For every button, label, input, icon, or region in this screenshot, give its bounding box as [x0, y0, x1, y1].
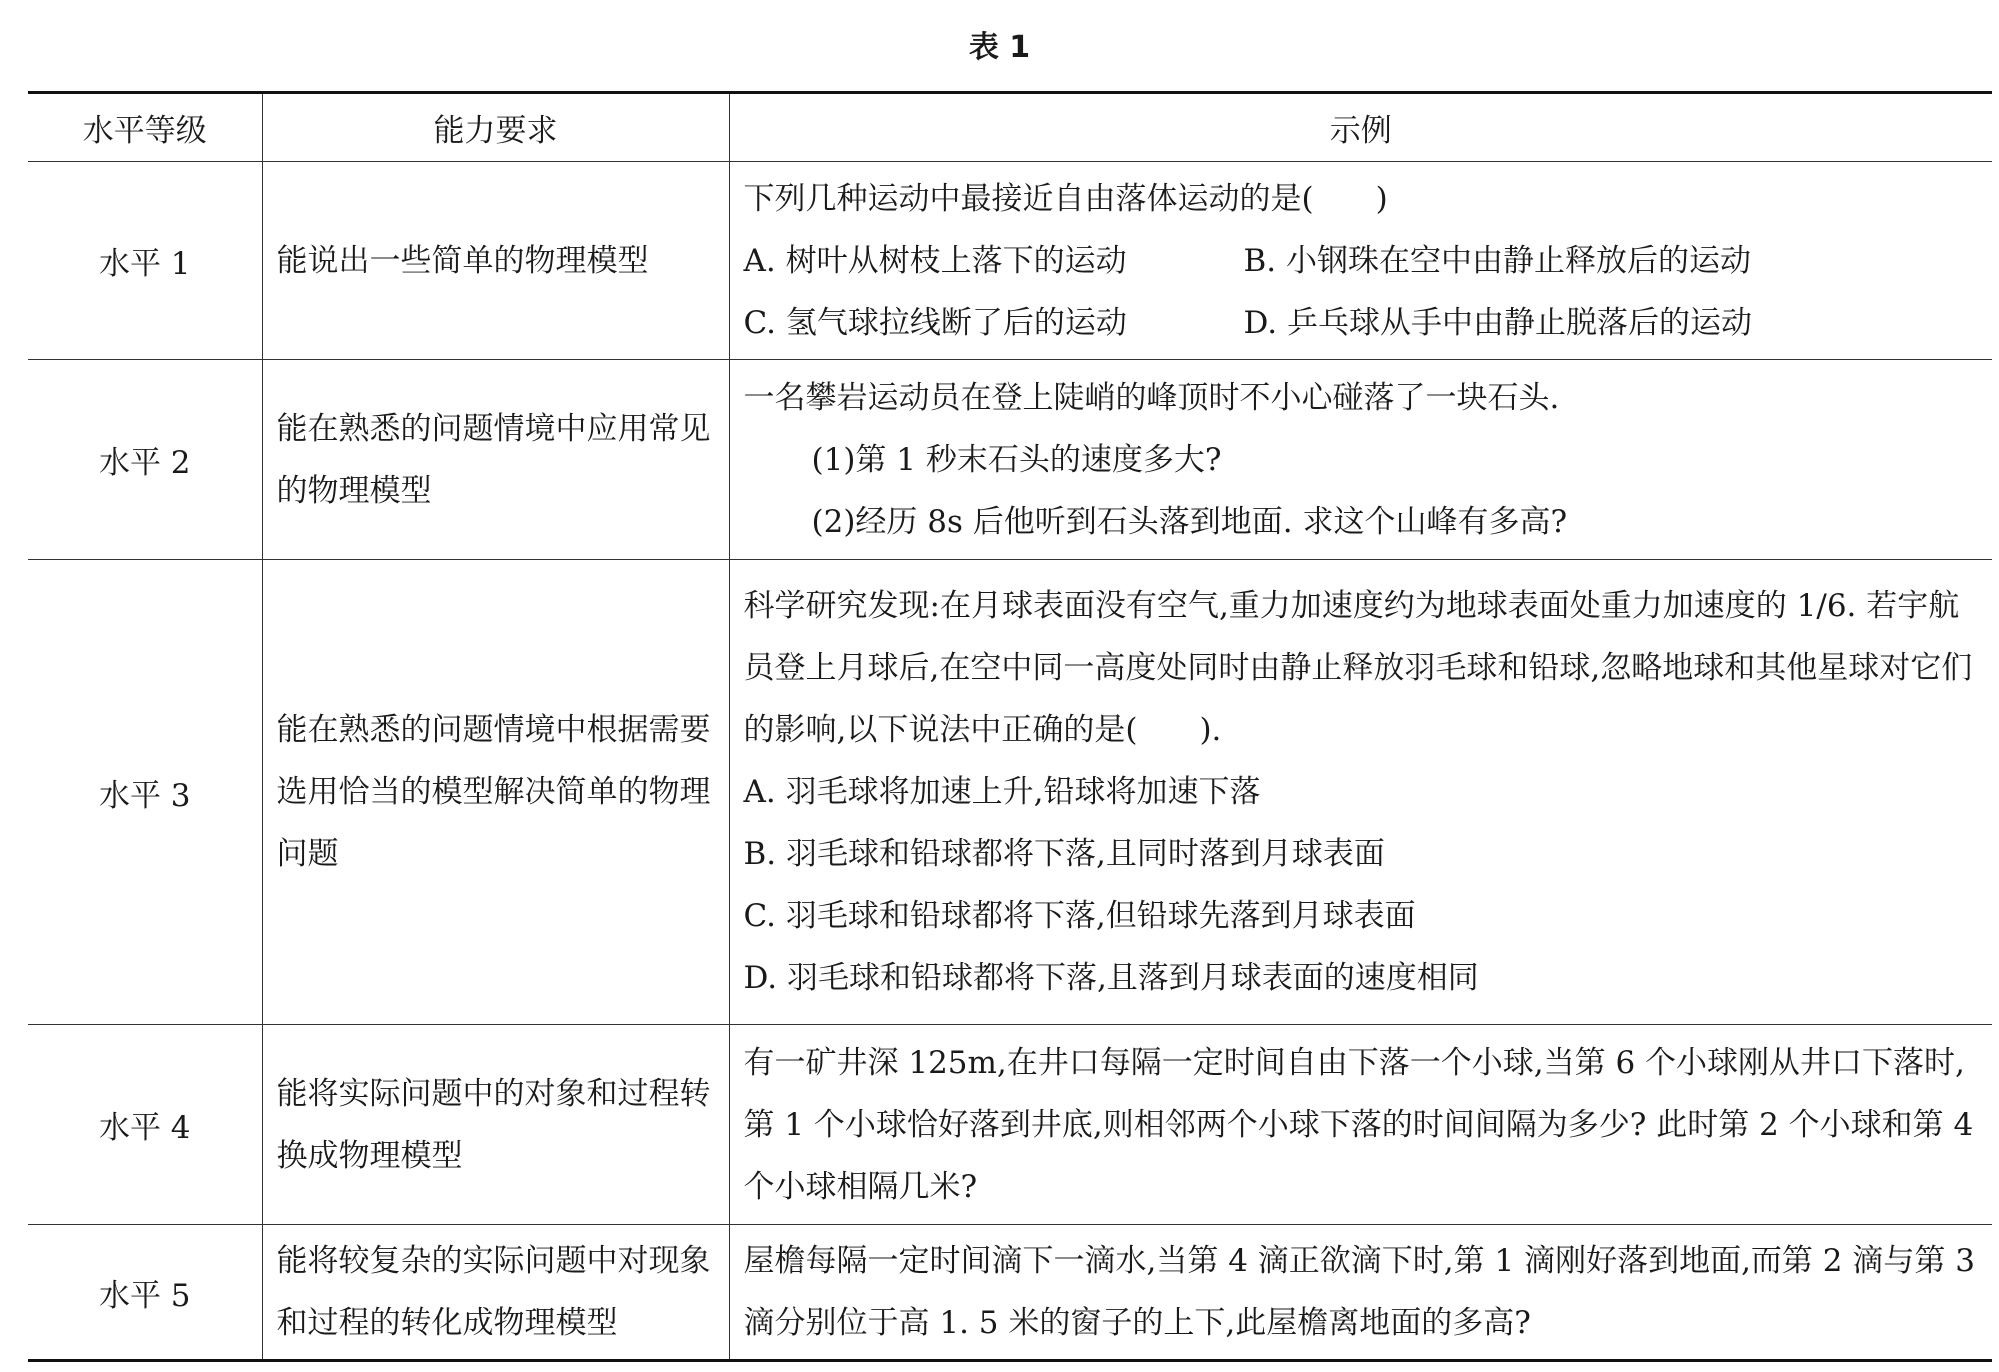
question-stem: 科学研究发现:在月球表面没有空气,重力加速度约为地球表面处重力加速度的 1/6. 若宇航员登上月球后,在空中同一高度处同时由静止释放羽毛球和铅球,忽略地球和其他星球对它们的影响,以下说法中正确的是( ).: [743, 588, 1973, 748]
option-a: A. 树叶从树枝上落下的运动: [743, 242, 1127, 279]
table-row-level-5: [28, 1225, 1992, 1361]
options-row: [744, 230, 1985, 292]
option-d: D. 乒乓球从手中由静止脱落后的运动: [1243, 304, 1752, 341]
example-cell: [729, 560, 1992, 1025]
level-cell: 水平 4: [28, 1025, 262, 1225]
example-cell: [729, 1225, 1992, 1361]
table-header-row: [28, 93, 1992, 162]
question-stem: 一名攀岩运动员在登上陡峭的峰顶时不小心碰落了一块石头.: [743, 379, 1560, 416]
option-a: A. 羽毛球将加速上升,铅球将加速下落: [743, 774, 1261, 810]
header-example: 示例: [729, 93, 1992, 162]
level-cell: 水平 5: [28, 1225, 262, 1361]
example-cell: [729, 162, 1992, 360]
option-b: B. 小钢珠在空中由静止释放后的运动: [1243, 242, 1751, 279]
header-ability: 能力要求: [262, 93, 729, 162]
question-stem: 下列几种运动中最接近自由落体运动的是( ): [743, 180, 1388, 217]
header-level: 水平等级: [28, 93, 262, 162]
level-cell: 水平 3: [28, 560, 262, 1025]
table-title: 表 1: [968, 30, 1031, 65]
ability-level-table: [28, 91, 1992, 1362]
table-row-level-2: [28, 360, 1992, 560]
ability-cell: 能说出一些简单的物理模型: [262, 162, 729, 360]
options-row: [744, 292, 1985, 354]
level-cell: 水平 2: [28, 360, 262, 560]
example-cell: [729, 360, 1992, 560]
option-d: D. 羽毛球和铅球都将下落,且落到月球表面的速度相同: [743, 960, 1479, 996]
option-c: C. 羽毛球和铅球都将下落,但铅球先落到月球表面: [743, 898, 1416, 934]
option-b: B. 羽毛球和铅球都将下落,且同时落到月球表面: [743, 836, 1385, 872]
subquestion-2: (2)经历 8s 后他听到石头落到地面. 求这个山峰有多高?: [811, 503, 1568, 540]
ability-cell: 能在熟悉的问题情境中根据需要选用恰当的模型解决简单的物理问题: [262, 560, 729, 1025]
question-stem: 屋檐每隔一定时间滴下一滴水,当第 4 滴正欲滴下时,第 1 滴刚好落到地面,而第 2 滴与第 3 滴分别位于高 1. 5 米的窗子的上下,此屋檐离地面的多高?: [743, 1243, 1975, 1341]
subquestion-1: (1)第 1 秒末石头的速度多大?: [811, 441, 1222, 478]
ability-cell: 能将较复杂的实际问题中对现象和过程的转化成物理模型: [262, 1225, 729, 1361]
ability-cell: 能将实际问题中的对象和过程转换成物理模型: [262, 1025, 729, 1225]
example-cell: [729, 1025, 1992, 1225]
option-c: C. 氢气球拉线断了后的运动: [743, 304, 1127, 341]
ability-cell: 能在熟悉的问题情境中应用常见的物理模型: [262, 360, 729, 560]
level-cell: 水平 1: [28, 162, 262, 360]
table-row-level-1: [28, 162, 1992, 360]
table-row-level-3: [28, 560, 1992, 1025]
question-stem: 有一矿井深 125m,在井口每隔一定时间自由下落一个小球,当第 6 个小球刚从井口下落时,第 1 个小球恰好落到井底,则相邻两个小球下落的时间间隔为多少? 此时第 2 个小球和第 4 个小球相隔几米?: [743, 1044, 1974, 1205]
table-row-level-4: [28, 1025, 1992, 1225]
